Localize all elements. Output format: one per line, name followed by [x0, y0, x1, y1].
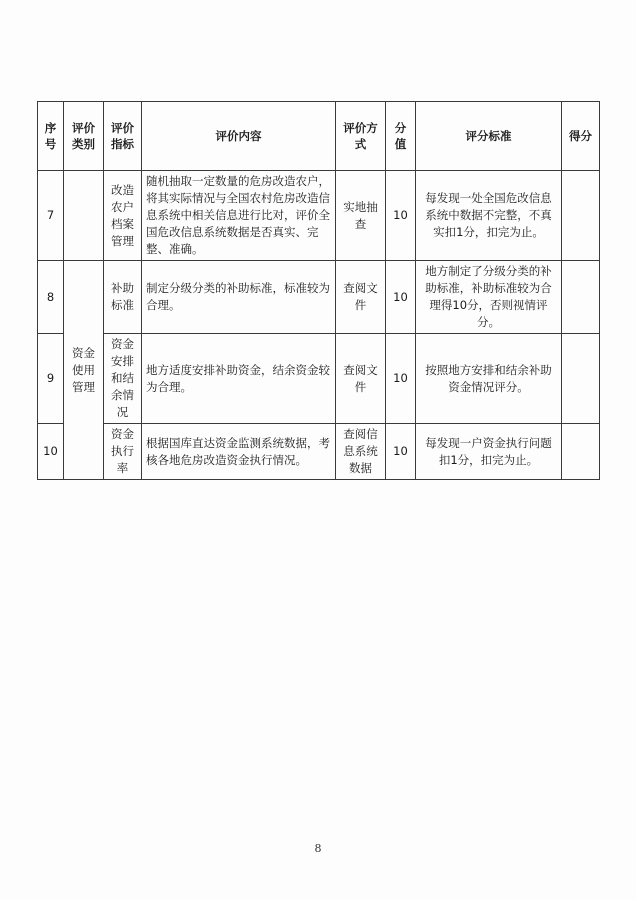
- header-criteria: 评分标准: [416, 102, 562, 171]
- cell-content: 制定分级分类的补助标准，标准较为合理。: [142, 261, 336, 334]
- cell-no: 8: [38, 261, 64, 334]
- header-content: 评价内容: [142, 102, 336, 171]
- cell-no: 9: [38, 334, 64, 424]
- cell-score: [562, 261, 600, 334]
- table-header-row: [38, 102, 600, 171]
- cell-category: 资金使用管理: [64, 261, 104, 480]
- cell-content: 根据国库直达资金监测系统数据，考核各地危房改造资金执行情况。: [142, 424, 336, 480]
- header-score-value: 分值: [386, 102, 416, 171]
- cell-score-value: 10: [386, 334, 416, 424]
- cell-indicator: 改造农户档案管理: [104, 171, 142, 261]
- cell-score: [562, 424, 600, 480]
- cell-method: 查阅文件: [336, 334, 386, 424]
- page-number: 8: [314, 842, 322, 855]
- header-indicator: 评价指标: [104, 102, 142, 171]
- cell-method: 实地抽查: [336, 171, 386, 261]
- cell-method: 查阅文件: [336, 261, 386, 334]
- cell-category: [64, 171, 104, 261]
- header-method: 评价方式: [336, 102, 386, 171]
- cell-no: 10: [38, 424, 64, 480]
- cell-score-value: 10: [386, 261, 416, 334]
- cell-criteria: 每发现一处全国危改信息系统中数据不完整，不真实扣1分，扣完为止。: [416, 171, 562, 261]
- header-score: 得分: [562, 102, 600, 171]
- cell-indicator: 资金执行率: [104, 424, 142, 480]
- header-no: 序号: [38, 102, 64, 171]
- cell-criteria: 地方制定了分级分类的补助标准，补助标准较为合理得10分，否则视情评分。: [416, 261, 562, 334]
- table-row: [38, 334, 600, 424]
- cell-indicator: 补助标准: [104, 261, 142, 334]
- cell-content: 随机抽取一定数量的危房改造农户，将其实际情况与全国农村危房改造信息系统中相关信息进行比对，评价全国危改信息系统数据是否真实、完整、准确。: [142, 171, 336, 261]
- table-row: [38, 261, 600, 334]
- cell-content: 地方适度安排补助资金，结余资金较为合理。: [142, 334, 336, 424]
- cell-score-value: 10: [386, 424, 416, 480]
- cell-no: 7: [38, 171, 64, 261]
- table-row: [38, 171, 600, 261]
- cell-criteria: 每发现一户资金执行问题扣1分，扣完为止。: [416, 424, 562, 480]
- cell-method: 查阅信息系统数据: [336, 424, 386, 480]
- cell-score: [562, 171, 600, 261]
- cell-score: [562, 334, 600, 424]
- table-row: [38, 424, 600, 480]
- header-category: 评价类别: [64, 102, 104, 171]
- cell-score-value: 10: [386, 171, 416, 261]
- evaluation-table: [37, 101, 600, 480]
- cell-indicator: 资金安排和结余情况: [104, 334, 142, 424]
- cell-criteria: 按照地方安排和结余补助资金情况评分。: [416, 334, 562, 424]
